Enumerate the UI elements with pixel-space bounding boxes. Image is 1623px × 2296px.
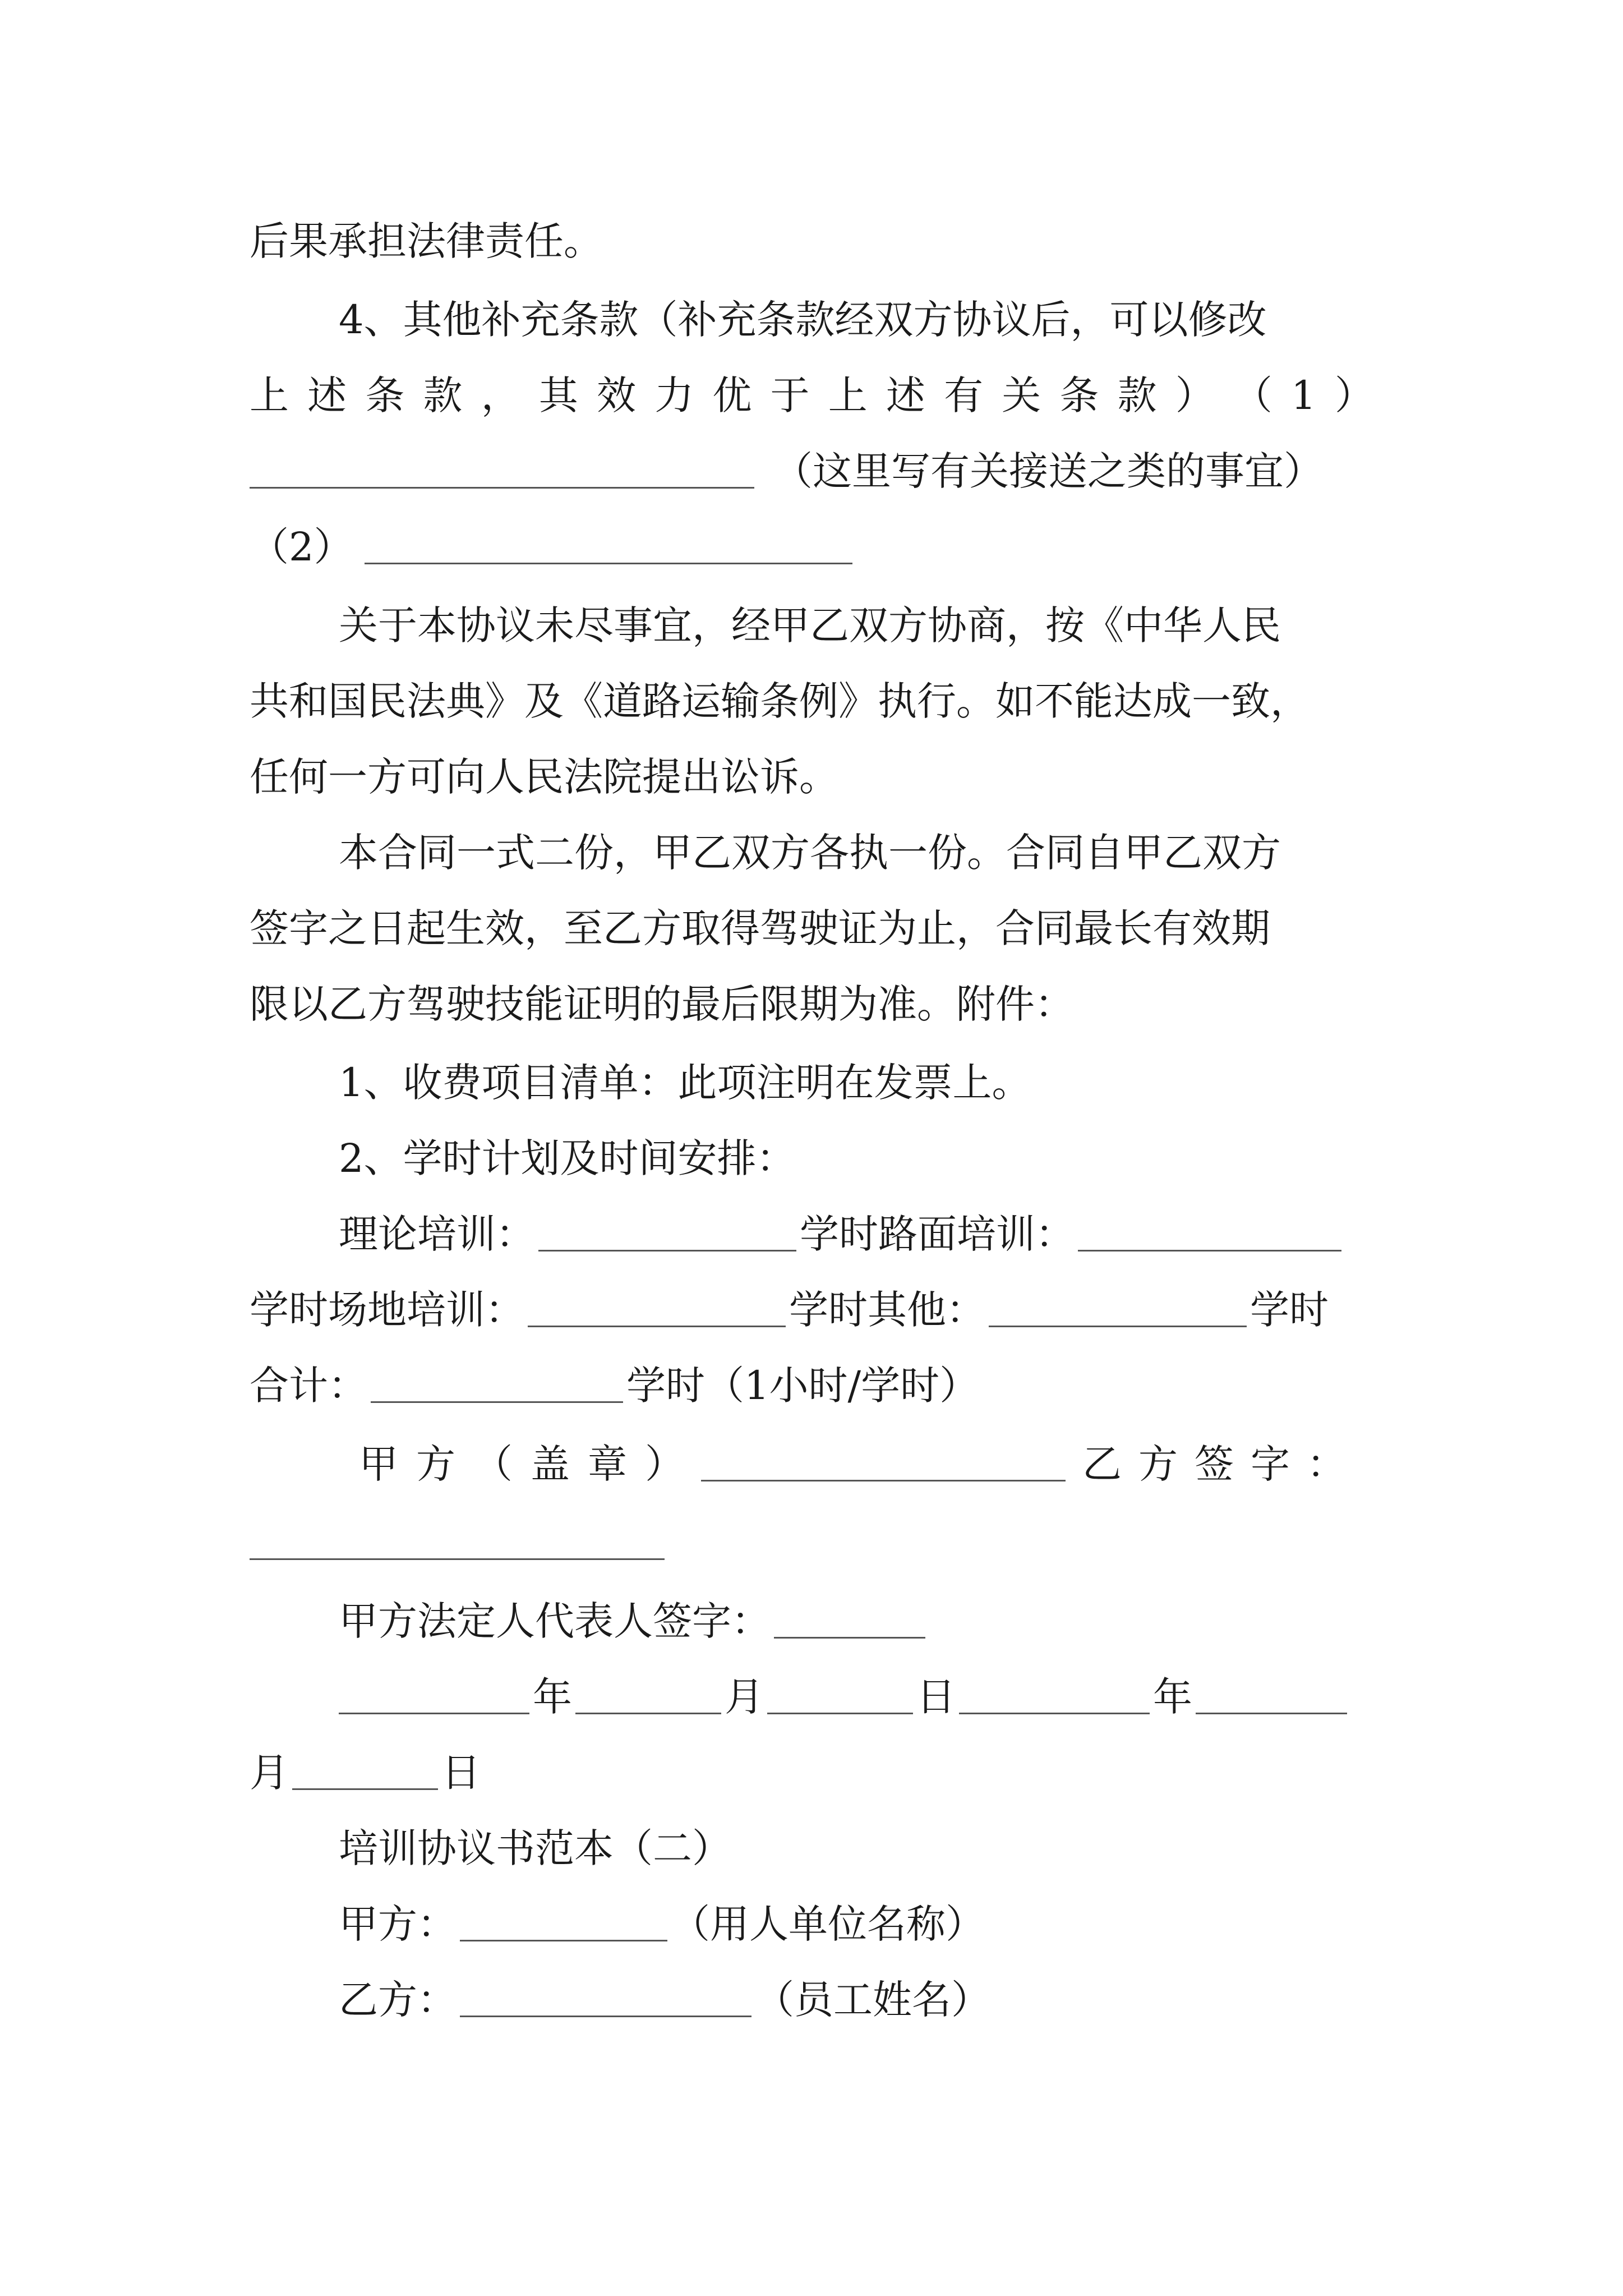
party-b-line: 乙方： （员工姓名） xyxy=(339,1977,990,2023)
text-char: ） xyxy=(645,1441,684,1487)
road-hours-blank[interactable] xyxy=(1078,1217,1341,1251)
hours-line-1: 理论培训： 学时路面培训： xyxy=(339,1206,1374,1262)
signature-line xyxy=(359,1436,1374,1492)
year-blank[interactable] xyxy=(959,1680,1150,1714)
date-line-2: 月 日 xyxy=(250,1750,481,1796)
text-char: 述 xyxy=(886,372,925,418)
party-a-seal-label xyxy=(359,1436,684,1492)
fill-blank[interactable] xyxy=(365,530,852,564)
party-a-blank[interactable] xyxy=(460,1907,667,1941)
text-char: 款 xyxy=(1117,372,1157,418)
party-b-sign-blank[interactable] xyxy=(250,1526,665,1560)
text-char: 章 xyxy=(588,1441,627,1487)
legal-rep-blank[interactable] xyxy=(774,1604,925,1639)
theory-hours-blank[interactable] xyxy=(538,1217,796,1251)
text-char: 条 xyxy=(1059,372,1099,418)
text-char: 述 xyxy=(307,372,347,418)
supplement-2-line: （2） xyxy=(250,519,1374,575)
text-char: 效 xyxy=(597,372,637,418)
text-char: ： xyxy=(1307,1441,1346,1487)
party-a-seal-blank[interactable] xyxy=(701,1447,1066,1481)
supplement-1-line: （这里写有关接送之类的事宜） xyxy=(250,443,1374,499)
sample-title: 培训协议书范本（二） xyxy=(339,1825,731,1871)
hours-total-line: 合计： 学时（1小时/学时） xyxy=(250,1363,979,1409)
text-line: 任何一方可向人民法院提出讼诉。 xyxy=(250,754,838,800)
text-char: 甲 xyxy=(359,1441,398,1487)
clause-4-line: 4、其他补充条款（补充条款经双方协议后，可以修改 xyxy=(339,297,1267,343)
text-char: 乙 xyxy=(1082,1441,1122,1487)
text-char: 条 xyxy=(365,372,405,418)
party-b-sign-label xyxy=(1082,1436,1346,1492)
text-line: 本合同一式二份，甲乙双方各执一份。合同自甲乙双方 xyxy=(339,830,1281,876)
text-line: 共和国民法典》及《道路运输条例》执行。如不能达成一致， xyxy=(250,678,1310,724)
field-hours-blank[interactable] xyxy=(528,1293,786,1327)
month-blank[interactable] xyxy=(1196,1680,1347,1714)
text-char: 力 xyxy=(654,372,694,418)
text-char: 方 xyxy=(1138,1441,1178,1487)
text-char: 其 xyxy=(538,372,578,418)
text-line: 后果承担法律责任。 xyxy=(250,218,603,264)
text-char: 有 xyxy=(944,372,984,418)
text-char: 1 xyxy=(1291,372,1316,418)
legal-rep-line: 甲方法定人代表人签字： xyxy=(339,1593,1374,1649)
text-char: （ xyxy=(473,1441,513,1487)
text-char: ） xyxy=(1175,372,1215,418)
date-line: 年 月 日 年 xyxy=(339,1669,1374,1725)
day-blank[interactable] xyxy=(292,1756,438,1790)
attachment-1: 1、收费项目清单：此项注明在发票上。 xyxy=(339,1060,1031,1106)
party-a-line: 甲方： （用人单位名称） xyxy=(339,1901,985,1947)
text-line: 关于本协议未尽事宜，经甲乙双方协商，按《中华人民 xyxy=(339,602,1281,648)
text-line: 签字之日起生效，至乙方取得驾驶证为止，合同最长有效期 xyxy=(250,905,1270,951)
total-hours-blank[interactable] xyxy=(371,1369,623,1403)
year-blank[interactable] xyxy=(339,1680,529,1714)
text-char: 关 xyxy=(1002,372,1041,418)
text-line: 限以乙方驾驶技能证明的最后限期为准。附件： xyxy=(250,981,1074,1027)
text-char: 盖 xyxy=(531,1441,570,1487)
party-b-blank[interactable] xyxy=(460,1983,751,2017)
fill-blank[interactable] xyxy=(250,454,754,489)
text-char: 签 xyxy=(1195,1441,1234,1487)
day-blank[interactable] xyxy=(767,1680,913,1714)
attachment-2: 2、学时计划及时间安排： xyxy=(339,1135,796,1181)
text-char: 优 xyxy=(712,372,752,418)
text-char: 上 xyxy=(250,372,289,418)
text-char: 字 xyxy=(1251,1441,1290,1487)
month-blank[interactable] xyxy=(575,1680,721,1714)
text-char: ， xyxy=(481,372,520,418)
text-char: 于 xyxy=(770,372,810,418)
text-char: 上 xyxy=(828,372,868,418)
party-b-sign-line xyxy=(250,1515,1374,1571)
other-hours-blank[interactable] xyxy=(989,1293,1247,1327)
text-char: ） xyxy=(1334,372,1374,418)
hours-line-2: 学时场地培训： 学时其他： 学时 xyxy=(250,1287,1329,1333)
text-char: 方 xyxy=(416,1441,455,1487)
text-char: 款 xyxy=(423,372,463,418)
text-char: （ xyxy=(1233,372,1272,418)
clause-4-spaced-line xyxy=(250,367,1374,424)
